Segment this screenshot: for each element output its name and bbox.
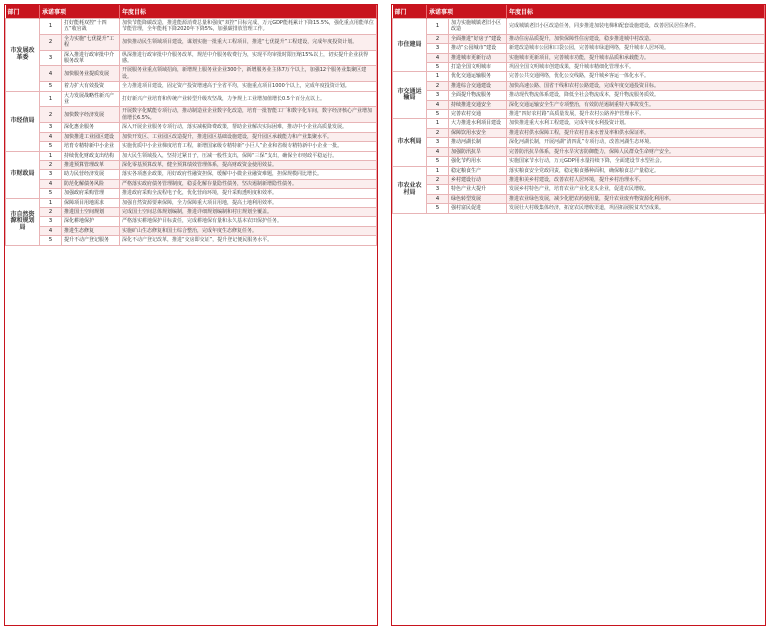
left-table-header <box>6 5 377 19</box>
annual-goal: 推进农业绿色发展，减少化肥农药使用量，提升农业废弃物资源化利用率。 <box>507 194 765 203</box>
department-cell: 市发展改革委 <box>6 19 40 92</box>
row-number: 1 <box>427 19 449 35</box>
annual-goal: 加快开发区、工业园区改造提升，推进园区基础设施建设，提升园区承载能力和产业集聚水平。 <box>120 132 377 141</box>
header-goal: 年度目标 <box>120 5 377 19</box>
table-row <box>393 81 765 90</box>
commitment-item: 防范化解债务风险 <box>62 179 120 188</box>
annual-goal: 完成国土空间总体规划编制，推进详细规划编制和村庄规划全覆盖。 <box>120 207 377 216</box>
annual-goal: 完善公共交通网络，优化公交线路，提升城乡客运一体化水平。 <box>507 72 765 81</box>
commitment-item: 全面推进“好房子”建设 <box>449 34 507 43</box>
header-item: 承诺事项 <box>427 5 507 19</box>
table-row <box>393 63 765 72</box>
commitment-item: 特色产业大提升 <box>449 185 507 194</box>
header-dept: 部门 <box>6 5 40 19</box>
annual-goal: 开展服务业重点领域招商，新增规上服务业企业300个，新增服务业主体7万个以上，加强12个服务业集聚区建设。 <box>120 66 377 82</box>
left-table-body <box>6 19 377 246</box>
table-row <box>393 194 765 203</box>
commitment-item: 大力发展战略性新兴产业 <box>62 91 120 107</box>
row-number: 1 <box>40 198 62 207</box>
table-row <box>6 217 377 226</box>
table-row <box>393 147 765 156</box>
annual-goal: 落实各项惠企政策，用好政府性融资担保，缓解中小微企业融资难题，担保规模同比增长。 <box>120 170 377 179</box>
department-cell: 市住建局 <box>393 19 427 72</box>
department-cell: 市自然资源和规划局 <box>6 198 40 245</box>
table-row <box>393 166 765 175</box>
row-number: 5 <box>40 236 62 245</box>
commitment-item: 保障项目用地需求 <box>62 198 120 207</box>
annual-goal: 深化不动产登记改革，推进“交房即交证”，提升登记便民服务水平。 <box>120 236 377 245</box>
row-number: 5 <box>427 63 449 72</box>
row-number: 1 <box>40 91 62 107</box>
table-row <box>393 19 765 35</box>
row-number: 5 <box>40 189 62 198</box>
row-number: 3 <box>427 91 449 100</box>
table-row <box>6 179 377 188</box>
annual-goal: 新建改造城市公园和口袋公园，完善城市绿道网络，提升城市人居环境。 <box>507 44 765 53</box>
annual-goal: 发展乡村特色产业，培育农业产业化龙头企业，促进农民增收。 <box>507 185 765 194</box>
table-row <box>6 34 377 50</box>
table-row <box>393 138 765 147</box>
table-row <box>393 175 765 184</box>
row-number: 3 <box>427 44 449 53</box>
right-table-body <box>393 19 765 214</box>
table-row <box>6 123 377 132</box>
row-number: 5 <box>427 157 449 166</box>
commitment-item: 优化交通运输服务 <box>449 72 507 81</box>
row-number: 1 <box>40 151 62 160</box>
commitment-item: 乡村建设行动 <box>449 175 507 184</box>
annual-goal: 加快推进重大水利工程建设，完成年度水利投资计划。 <box>507 119 765 128</box>
table-row <box>6 107 377 123</box>
commitment-item: 稳定粮食生产 <box>449 166 507 175</box>
right-table <box>392 5 765 214</box>
header-goal: 年度目标 <box>507 5 765 19</box>
annual-goal: 加强自然资源要素保障，全力保障重大项目用地，提高土地利用效率。 <box>120 198 377 207</box>
commitment-item: 加快服务业提质发展 <box>62 66 120 82</box>
header-dept: 部门 <box>393 5 427 19</box>
row-number: 2 <box>427 34 449 43</box>
commitment-item: 全力实施“七优提升”工程 <box>62 34 120 50</box>
table-row <box>6 151 377 160</box>
annual-goal: 深化零基预算改革，健全预算绩效管理体系，提高财政资金使用效益。 <box>120 160 377 169</box>
header-item: 承诺事项 <box>40 5 120 19</box>
row-number: 4 <box>40 226 62 235</box>
row-number: 1 <box>427 119 449 128</box>
row-number: 5 <box>40 142 62 151</box>
row-number: 3 <box>427 185 449 194</box>
annual-goal: 完善防汛抗旱体系，提升水旱灾害防御能力，保障人民群众生命财产安全。 <box>507 147 765 156</box>
commitment-item: 推进预算管理改革 <box>62 160 120 169</box>
annual-goal: 推进农村供水保障工程，提升农村自来水普及率和供水保证率。 <box>507 128 765 137</box>
annual-goal: 推动现代物流体系建设，降低全社会物流成本，提升物流服务质效。 <box>507 91 765 100</box>
row-number: 5 <box>427 110 449 119</box>
row-number: 1 <box>427 166 449 175</box>
annual-goal: 完成城镇老旧小区改造任务，同步推进加装电梯和配套设施建设，改善居民居住条件。 <box>507 19 765 35</box>
table-row <box>393 34 765 43</box>
row-number: 4 <box>427 100 449 109</box>
annual-goal: 加快高速公路、国省干线和农村公路建设，完成年度交通投资目标。 <box>507 81 765 90</box>
commitment-item: 深入推进行政审批中介服务改革 <box>62 50 120 66</box>
row-number: 3 <box>427 138 449 147</box>
commitment-item: 推进综合交通建设 <box>449 81 507 90</box>
annual-goal: 推进和美乡村建设，改善农村人居环境，提升乡村治理水平。 <box>507 175 765 184</box>
commitment-item: 打造全国文明城市 <box>449 63 507 72</box>
table-row <box>393 185 765 194</box>
commitment-item: 加力实施城镇老旧小区改造 <box>449 19 507 35</box>
department-cell: 市财政局 <box>6 151 40 198</box>
row-number: 5 <box>427 204 449 213</box>
row-number: 4 <box>427 53 449 62</box>
table-row <box>6 207 377 216</box>
table-row <box>393 119 765 128</box>
row-number: 3 <box>40 217 62 226</box>
commitment-item: 打好能耗双控“十四五”收官战 <box>62 19 120 35</box>
commitment-item: 完善农村交通 <box>449 110 507 119</box>
commitment-item: 持续推进交通安全 <box>449 100 507 109</box>
row-number: 2 <box>427 81 449 90</box>
left-table-panel <box>4 4 378 626</box>
left-table <box>5 5 377 246</box>
annual-goal: 打好新兴产业培育和传统产业转型升级攻坚战，力争规上工业增加值增长0.5个百分点以上。 <box>120 91 377 107</box>
annual-goal: 深化交通运输安全生产专项整治，有效防范遏制重特大事故发生。 <box>507 100 765 109</box>
right-table-panel <box>391 4 766 626</box>
annual-goal: 推进“四好农村路”高质量发展，提升农村公路养护管理水平。 <box>507 110 765 119</box>
table-row <box>393 53 765 62</box>
row-number: 3 <box>40 123 62 132</box>
commitment-item: 保障饮用水安全 <box>449 128 507 137</box>
commitment-item: 加强防汛抗旱 <box>449 147 507 156</box>
table-row <box>393 157 765 166</box>
table-row <box>6 50 377 66</box>
annual-goal: 发展壮大村级集体经济，拓宽农民增收渠道，巩固拓展脱贫攻坚成果。 <box>507 204 765 213</box>
annual-goal: 加快节能降碳改造，推进能源消费总量和强度“双控”目标完成，万元GDP能耗累计下降15.5%，强化重点用能单位节能管理，全年能耗下降2020年下降5%，加强碳排放管理工作。 <box>120 19 377 35</box>
commitment-item: 大力推进水利项目建设 <box>449 119 507 128</box>
row-number: 4 <box>40 132 62 141</box>
department-cell: 市水利局 <box>393 119 427 166</box>
annual-goal: 加快推动民生领域项目建设，谋划实施一批重大工程项目，推进“七优提升”工程建设，完成年度投资计划。 <box>120 34 377 50</box>
row-number: 4 <box>427 194 449 203</box>
annual-goal: 推动住房品质提升，加快保障性住房建设，稳步推进城中村改造。 <box>507 34 765 43</box>
commitment-item: 推动“公园城市”建设 <box>449 44 507 53</box>
table-row <box>393 100 765 109</box>
row-number: 1 <box>40 19 62 35</box>
row-number: 2 <box>40 107 62 123</box>
annual-goal: 实施国家节水行动，万元GDP用水量持续下降，全面建设节水型社会。 <box>507 157 765 166</box>
table-row <box>393 44 765 53</box>
annual-goal: 深入开展企业服务专项行动，落实减税降费政策，帮助企业解决实际困难，推动中小企业高质量发展。 <box>120 123 377 132</box>
annual-goal: 深化河湖长制，开展河湖“清四乱”专项行动，改善河湖生态环境。 <box>507 138 765 147</box>
table-row <box>6 66 377 82</box>
row-number: 2 <box>40 34 62 50</box>
row-number: 3 <box>40 50 62 66</box>
commitment-item: 加强政府采购管理 <box>62 189 120 198</box>
annual-goal: 纵深推进行政审批中介服务改革，规范中介服务收费行为，实现平均审批时限压缩15%以上，切实提升企业获得感。 <box>120 50 377 66</box>
annual-goal: 落实粮食安全党政同责，稳定粮食播种面积，确保粮食总产量稳定。 <box>507 166 765 175</box>
commitment-item: 强化节约用水 <box>449 157 507 166</box>
table-row <box>6 189 377 198</box>
row-number: 3 <box>40 170 62 179</box>
row-number: 4 <box>427 147 449 156</box>
table-row <box>6 226 377 235</box>
annual-goal: 加大民生领域投入，坚持过紧日子，压减一般性支出，保障“三保”支出，确保全市财政平稳运行。 <box>120 151 377 160</box>
annual-goal: 开展数字化赋能专项行动，推动制造业企业数字化改造，培育一批智能工厂和数字化车间，数字经济核心产业增加值增长6.5%。 <box>120 107 377 123</box>
table-row <box>6 82 377 91</box>
row-number: 1 <box>427 72 449 81</box>
table-row <box>6 19 377 35</box>
row-number: 2 <box>427 128 449 137</box>
table-row <box>6 142 377 151</box>
row-number: 2 <box>427 175 449 184</box>
commitment-item: 绿色转型发展 <box>449 194 507 203</box>
commitment-item: 推动河湖长制 <box>449 138 507 147</box>
table-row <box>393 72 765 81</box>
annual-goal: 实施优质中小企业梯度培育工程，新增国家级专精特新“小巨人”企业和省级专精特新中小企业一批。 <box>120 142 377 151</box>
commitment-item: 推进城市更新行动 <box>449 53 507 62</box>
row-number: 5 <box>40 82 62 91</box>
annual-goal: 严格落实政府债务管理制度，稳妥化解存量隐性债务，坚决遏制新增隐性债务。 <box>120 179 377 188</box>
department-cell: 市农业农村局 <box>393 166 427 213</box>
commitment-item: 提升不动产登记服务 <box>62 236 120 245</box>
row-number: 2 <box>40 207 62 216</box>
table-row <box>6 170 377 179</box>
table-row <box>6 236 377 245</box>
right-table-header <box>393 5 765 19</box>
commitment-item: 加快推进工业园区建设 <box>62 132 120 141</box>
table-row <box>393 204 765 213</box>
row-number: 2 <box>40 160 62 169</box>
table-row <box>6 160 377 169</box>
annual-goal: 巩固全国文明城市创建成果，提升城市精细化管理水平。 <box>507 63 765 72</box>
annual-goal: 实施城市更新项目，完善城市功能，提升城市品质和承载能力。 <box>507 53 765 62</box>
annual-goal: 严格落实耕地保护目标责任，完成耕地保有量和永久基本农田保护任务。 <box>120 217 377 226</box>
table-row <box>393 91 765 100</box>
row-number: 4 <box>40 179 62 188</box>
commitment-item: 深化耕地保护 <box>62 217 120 226</box>
row-number: 4 <box>40 66 62 82</box>
department-cell: 市经信局 <box>6 91 40 151</box>
annual-goal: 实施矿山生态修复和国土综合整治，完成年度生态修复任务。 <box>120 226 377 235</box>
commitment-item: 强村富民促进 <box>449 204 507 213</box>
table-row <box>6 91 377 107</box>
table-row <box>6 132 377 141</box>
annual-goal: 全力推进项目建设，固定资产投资增速高于全省平均，实施重点项目1000个以上，完成年度投资计划。 <box>120 82 377 91</box>
table-row <box>393 128 765 137</box>
commitment-item: 推进国土空间规划 <box>62 207 120 216</box>
commitment-item: 全面提升物流服务 <box>449 91 507 100</box>
commitment-item: 推进生态修复 <box>62 226 120 235</box>
table-row <box>393 110 765 119</box>
commitment-item: 持续优化财政支出结构 <box>62 151 120 160</box>
table-row <box>6 198 377 207</box>
annual-goal: 推进政府采购全流程电子化，优化营商环境，提升采购透明度和效率。 <box>120 189 377 198</box>
department-cell: 市交通运输局 <box>393 72 427 119</box>
commitment-item: 深化惠企服务 <box>62 123 120 132</box>
commitment-item: 加快数字经济发展 <box>62 107 120 123</box>
commitment-item: 助力民营经济发展 <box>62 170 120 179</box>
commitment-item: 着力扩大有效投资 <box>62 82 120 91</box>
commitment-item: 培育专精特新中小企业 <box>62 142 120 151</box>
